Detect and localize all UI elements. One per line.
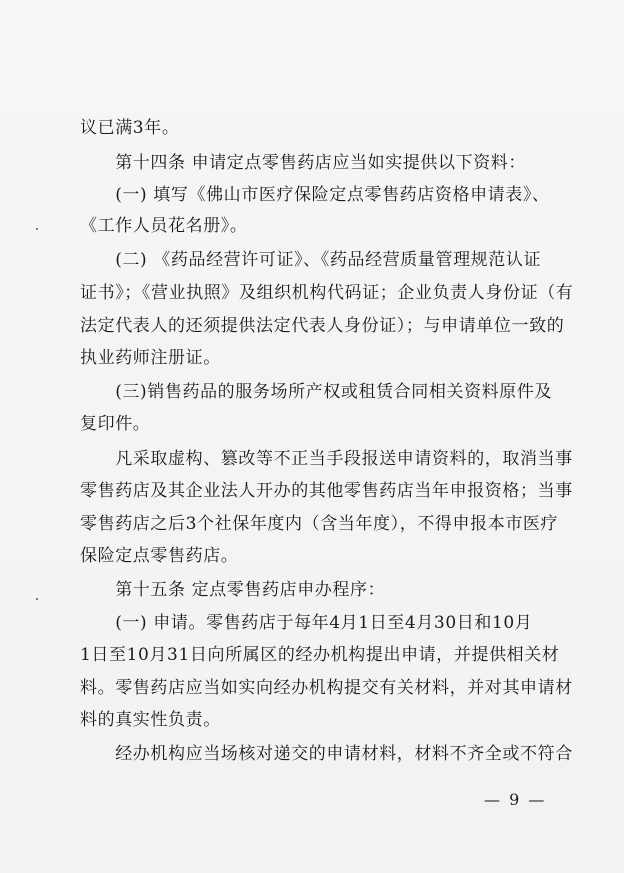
text-line: 零售药店之后3个社保年度内（含当年度），不得申报本市医疗 — [80, 514, 559, 534]
text-line: 第十五条 定点零售药店申办程序： — [80, 580, 386, 600]
text-line: 凡采取虚构、篡改等不正当手段报送申请资料的，取消当事 — [80, 449, 573, 469]
scan-speck — [36, 228, 38, 230]
text-line: (一) 申请。零售药店于每年4月1日至4月30日和10月 — [80, 613, 533, 633]
text-line: 料。零售药店应当如实向经办机构提交有关材料，并对其申请材 — [80, 678, 573, 698]
text-line: 经办机构应当场核对递交的申请材料，材料不齐全或不符合 — [80, 744, 573, 764]
text-line: 议已满3年。 — [80, 118, 180, 138]
page-number: — 9 — — [484, 790, 547, 809]
text-line: 1日至10月31日向所属区的经办机构提出申请，并提供相关材 — [80, 645, 560, 665]
text-line: (二) 《药品经营许可证》、《药品经营质量管理规范认证 — [80, 250, 542, 270]
text-line: 保险定点零售药店。 — [80, 546, 239, 566]
text-line: (一) 填写《佛山市医疗保险定点零售药店资格申请表》、 — [80, 185, 550, 205]
text-line: 执业药师注册证。 — [80, 348, 221, 368]
text-line: 《工作人员花名册》。 — [80, 216, 248, 236]
text-line: 第十四条 申请定点零售药店应当如实提供以下资料： — [80, 153, 527, 173]
text-line: (三)销售药品的服务场所产权或租赁合同相关资料原件及 — [80, 382, 553, 402]
text-line: 法定代表人的还须提供法定代表人身份证）；与申请单位一致的 — [80, 316, 565, 336]
text-line: 零售药店及其企业法人开办的其他零售药店当年申报资格；当事 — [80, 481, 573, 501]
text-line: 料的真实性负责。 — [80, 710, 221, 730]
text-line: 复印件。 — [80, 414, 151, 434]
scan-speck — [36, 598, 38, 600]
text-line: 证书》；《营业执照》及组织机构代码证；企业负责人身份证（有 — [80, 283, 574, 303]
